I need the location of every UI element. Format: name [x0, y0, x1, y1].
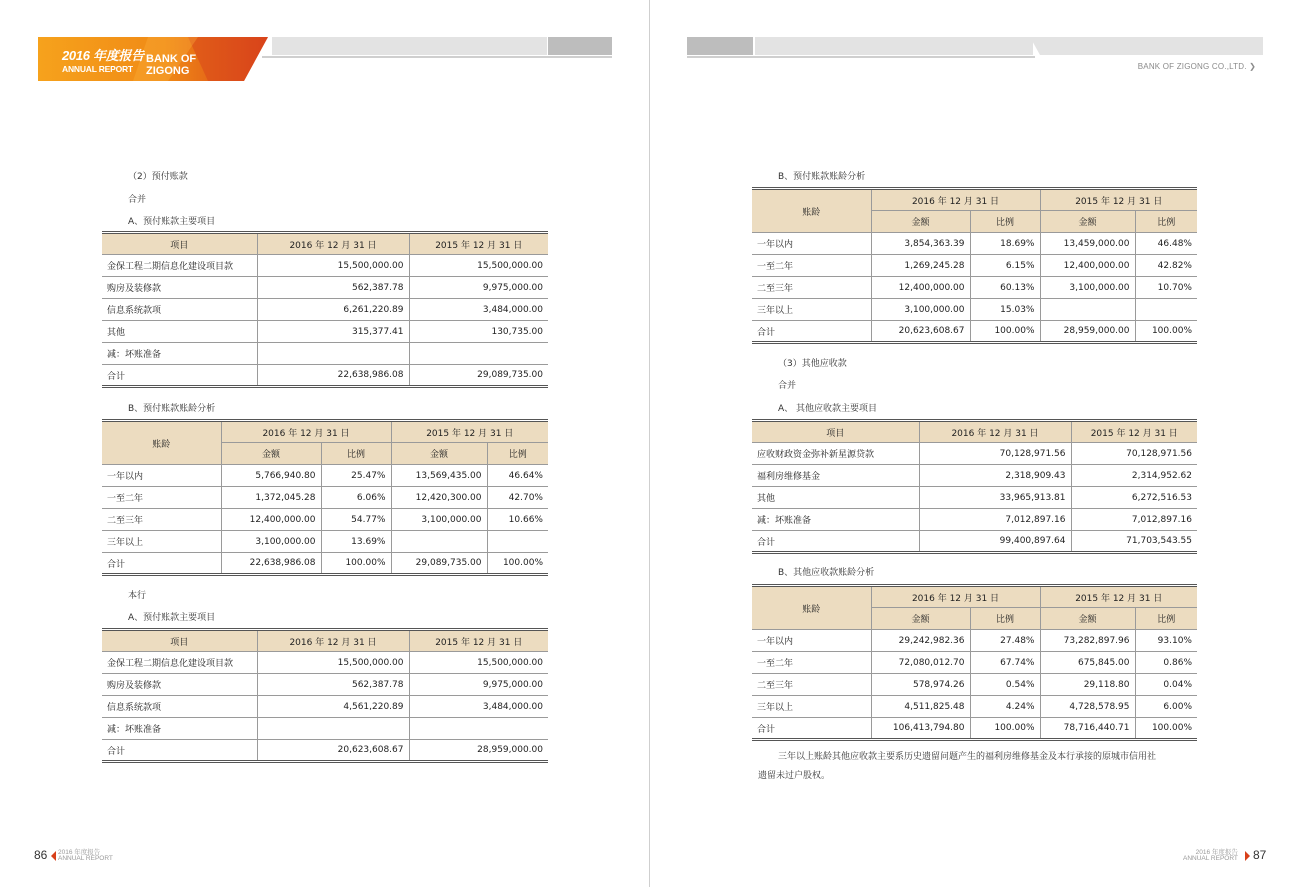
- table-row: [102, 718, 548, 740]
- cell: 一至二年: [752, 255, 871, 277]
- cell: 42.70%: [487, 487, 548, 509]
- footer-annual-report: ANNUAL REPORT: [1183, 855, 1238, 862]
- page-number-right: 87: [1253, 848, 1267, 862]
- cell: 29,089,735.00: [409, 365, 548, 387]
- cell: 合计: [752, 718, 871, 740]
- cell: 信息系统款项: [102, 696, 257, 718]
- table-header-row: [752, 586, 1197, 608]
- header-gray-slant: [1030, 37, 1263, 58]
- cell: 28,959,000.00: [409, 740, 548, 762]
- cell: 一年以内: [752, 233, 871, 255]
- cell: 4,511,825.48: [871, 696, 970, 718]
- brand-bank-of: BANK OF: [146, 53, 197, 65]
- cell: 3,484,000.00: [409, 696, 548, 718]
- note-line-2: 遗留未过户股权。: [758, 771, 831, 781]
- page-marker-icon: [1245, 851, 1250, 861]
- cell: 二至三年: [752, 277, 871, 299]
- cell: 15,500,000.00: [409, 255, 548, 277]
- cell: 130,735.00: [409, 321, 548, 343]
- cell: 578,974.26: [871, 674, 970, 696]
- cell: 28,959,000.00: [1040, 321, 1135, 343]
- col-header-2016: 2016 年 12 月 31 日: [221, 421, 391, 443]
- cell: 4.24%: [970, 696, 1040, 718]
- cell: 25.47%: [321, 465, 391, 487]
- col-header-amount: 金额: [871, 608, 970, 630]
- page-number-left: 86: [34, 848, 48, 862]
- cell: 6.06%: [321, 487, 391, 509]
- col-header-ratio: 比例: [487, 443, 548, 465]
- cell: 100.00%: [487, 553, 548, 575]
- cell: 合计: [102, 740, 257, 762]
- col-header: 2016 年 12 月 31 日: [919, 421, 1071, 443]
- consolidated-label: 合并: [128, 195, 147, 205]
- cell: 1,372,045.28: [221, 487, 321, 509]
- cell: 46.64%: [487, 465, 548, 487]
- table-row: [752, 465, 1197, 487]
- cell: 315,377.41: [257, 321, 409, 343]
- cell: 100.00%: [970, 718, 1040, 740]
- table-row: [752, 674, 1197, 696]
- col-header-amount: 金额: [1040, 608, 1135, 630]
- cell: [487, 531, 548, 553]
- cell: [409, 343, 548, 365]
- cell: 金保工程二期信息化建设项目款: [102, 255, 257, 277]
- cell: 562,387.78: [257, 674, 409, 696]
- cell: 减：坏账准备: [752, 509, 919, 531]
- cell: 99,400,897.64: [919, 531, 1071, 553]
- cell: [409, 718, 548, 740]
- cell: 三年以上: [752, 696, 871, 718]
- bank-only-label: 本行: [128, 591, 147, 601]
- cell: 合计: [752, 531, 919, 553]
- cell: 13,459,000.00: [1040, 233, 1135, 255]
- cell: 3,854,363.39: [871, 233, 970, 255]
- cell: 购房及装修款: [102, 674, 257, 696]
- brand-zigong: ZIGONG: [146, 65, 190, 77]
- cell: 562,387.78: [257, 277, 409, 299]
- cell: [257, 343, 409, 365]
- prepay-aging-table-consolidated: [102, 419, 548, 576]
- col-header-ratio: 比例: [1135, 608, 1197, 630]
- table-row: [102, 487, 548, 509]
- cell: 二至三年: [752, 674, 871, 696]
- header-dark-block: [687, 37, 753, 55]
- section-title-other-receivables: （3）其他应收款: [778, 359, 847, 369]
- table-header-row: [752, 421, 1197, 443]
- cell: 100.00%: [1135, 718, 1197, 740]
- header-right-brand: [1138, 62, 1256, 71]
- cell: 15,500,000.00: [409, 652, 548, 674]
- brand-year: 2016 年度报告: [62, 48, 144, 63]
- cell: 15.03%: [970, 299, 1040, 321]
- table-row: [102, 531, 548, 553]
- table-row: [752, 487, 1197, 509]
- cell: 0.54%: [970, 674, 1040, 696]
- cell: 2,318,909.43: [919, 465, 1071, 487]
- cell: 3,100,000.00: [1040, 277, 1135, 299]
- table-title-prepay-aging: B、预付账款账龄分析: [128, 404, 216, 414]
- cell: 29,118.80: [1040, 674, 1135, 696]
- cell: 一至二年: [102, 487, 221, 509]
- cell: 13,569,435.00: [391, 465, 487, 487]
- table-header-row: [752, 189, 1197, 211]
- table-row: [102, 465, 548, 487]
- cell: 9,975,000.00: [409, 674, 548, 696]
- cell: 54.77%: [321, 509, 391, 531]
- cell: 6,261,220.89: [257, 299, 409, 321]
- footer-annual-report: ANNUAL REPORT: [58, 855, 113, 862]
- cell: 3,484,000.00: [409, 299, 548, 321]
- cell: 13.69%: [321, 531, 391, 553]
- col-header: 2015 年 12 月 31 日: [409, 233, 548, 255]
- consolidated-label: 合并: [778, 381, 797, 391]
- col-header-ratio: 比例: [970, 211, 1040, 233]
- cell: 20,623,608.67: [871, 321, 970, 343]
- col-header-2015: 2015 年 12 月 31 日: [391, 421, 548, 443]
- cell: 46.48%: [1135, 233, 1197, 255]
- cell: 22,638,986.08: [221, 553, 321, 575]
- cell: 其他: [752, 487, 919, 509]
- cell: 6.00%: [1135, 696, 1197, 718]
- cell: 42.82%: [1135, 255, 1197, 277]
- col-header: 2016 年 12 月 31 日: [257, 630, 409, 652]
- table-row: [102, 343, 548, 365]
- col-header-age: 账龄: [752, 586, 871, 630]
- cell: [257, 718, 409, 740]
- cell: 5,766,940.80: [221, 465, 321, 487]
- header-gray-band: [755, 37, 1033, 55]
- cell: 71,703,543.55: [1071, 531, 1197, 553]
- col-header-2016: 2016 年 12 月 31 日: [871, 189, 1040, 211]
- cell: 70,128,971.56: [1071, 443, 1197, 465]
- cell: 1,269,245.28: [871, 255, 970, 277]
- cell: 合计: [102, 553, 221, 575]
- cell: 29,089,735.00: [391, 553, 487, 575]
- cell: 70,128,971.56: [919, 443, 1071, 465]
- table-row-total: [752, 531, 1197, 553]
- table-title-other-recv-aging: B、其他应收款账龄分析: [778, 568, 875, 578]
- cell: 106,413,794.80: [871, 718, 970, 740]
- cell: 3,100,000.00: [221, 531, 321, 553]
- cell: [391, 531, 487, 553]
- cell: 一年以内: [752, 630, 871, 652]
- cell: 10.70%: [1135, 277, 1197, 299]
- col-header: 2015 年 12 月 31 日: [1071, 421, 1197, 443]
- cell: 信息系统款项: [102, 299, 257, 321]
- table-row: [102, 255, 548, 277]
- cell: 减：坏账准备: [102, 718, 257, 740]
- col-header: 项目: [102, 233, 257, 255]
- table-row: [752, 652, 1197, 674]
- col-header-age: 账龄: [752, 189, 871, 233]
- col-header-amount: 金额: [391, 443, 487, 465]
- prepay-items-table-consolidated: [102, 231, 548, 388]
- cell: 100.00%: [970, 321, 1040, 343]
- cell: 12,400,000.00: [871, 277, 970, 299]
- table-row: [102, 696, 548, 718]
- cell: 2,314,952.62: [1071, 465, 1197, 487]
- table-row: [102, 674, 548, 696]
- cell: 6.15%: [970, 255, 1040, 277]
- cell: 合计: [752, 321, 871, 343]
- table-row: [752, 443, 1197, 465]
- table-row: [752, 630, 1197, 652]
- table-title-other-recv-items: A、 其他应收款主要项目: [778, 404, 878, 414]
- cell: 20,623,608.67: [257, 740, 409, 762]
- col-header: 2016 年 12 月 31 日: [257, 233, 409, 255]
- other-recv-aging-table: [752, 584, 1197, 741]
- col-header-2015: 2015 年 12 月 31 日: [1040, 586, 1197, 608]
- cell: 9,975,000.00: [409, 277, 548, 299]
- cell: 73,282,897.96: [1040, 630, 1135, 652]
- footer-year: 2016 年度报告: [1195, 849, 1238, 856]
- cell: 12,400,000.00: [1040, 255, 1135, 277]
- cell: 7,012,897.16: [1071, 509, 1197, 531]
- table-row-total: [102, 553, 548, 575]
- cell: 7,012,897.16: [919, 509, 1071, 531]
- table-row: [102, 321, 548, 343]
- cell: 33,965,913.81: [919, 487, 1071, 509]
- col-header-ratio: 比例: [321, 443, 391, 465]
- table-row: [752, 299, 1197, 321]
- page-marker-icon: [51, 851, 56, 861]
- table-header-row: [102, 233, 548, 255]
- cell: 18.69%: [970, 233, 1040, 255]
- table-row-total: [102, 365, 548, 387]
- cell: 一至二年: [752, 652, 871, 674]
- table-header-row: [102, 421, 548, 443]
- cell: 12,420,300.00: [391, 487, 487, 509]
- cell: 三年以上: [752, 299, 871, 321]
- cell: 0.86%: [1135, 652, 1197, 674]
- cell: 67.74%: [970, 652, 1040, 674]
- cell: 福利房维修基金: [752, 465, 919, 487]
- table-row-total: [752, 321, 1197, 343]
- header-rule: [262, 56, 612, 58]
- footer-brand-right: [1183, 850, 1238, 862]
- cell: 0.04%: [1135, 674, 1197, 696]
- cell: 二至三年: [102, 509, 221, 531]
- cell: 675,845.00: [1040, 652, 1135, 674]
- cell: 购房及装修款: [102, 277, 257, 299]
- cell: 3,100,000.00: [391, 509, 487, 531]
- cell: 12,400,000.00: [221, 509, 321, 531]
- col-header: 2015 年 12 月 31 日: [409, 630, 548, 652]
- cell: 72,080,012.70: [871, 652, 970, 674]
- table-title-prepay-items: A、预付账款主要项目: [128, 217, 216, 227]
- prepay-aging-table-bank: [752, 187, 1197, 344]
- col-header-2016: 2016 年 12 月 31 日: [871, 586, 1040, 608]
- header-rule: [687, 56, 1035, 58]
- table-header-row: [102, 630, 548, 652]
- table-row: [102, 652, 548, 674]
- table-row: [102, 299, 548, 321]
- cell: 15,500,000.00: [257, 255, 409, 277]
- table-row: [102, 277, 548, 299]
- cell: 4,561,220.89: [257, 696, 409, 718]
- chevron-right-icon: ❯: [1249, 62, 1256, 71]
- table-title-prepay-aging-bank: B、预付账款账龄分析: [778, 172, 866, 182]
- cell: 6,272,516.53: [1071, 487, 1197, 509]
- col-header-ratio: 比例: [1135, 211, 1197, 233]
- table-row: [752, 233, 1197, 255]
- col-header: 项目: [752, 421, 919, 443]
- footer-year: 2016 年度报告: [58, 849, 101, 856]
- table-row: [102, 509, 548, 531]
- note-line-1: 三年以上账龄其他应收款主要系历史遗留问题产生的福利房维修基金及本行承接的原城市信用社: [778, 752, 1157, 762]
- other-recv-items-table: [752, 419, 1197, 554]
- col-header-amount: 金额: [1040, 211, 1135, 233]
- table-row: [752, 255, 1197, 277]
- prepay-items-table-bank: [102, 628, 548, 763]
- header-brand-text: BANK OF ZIGONG CO.,LTD.: [1137, 62, 1247, 71]
- brand-annual-report: ANNUAL REPORT: [62, 64, 133, 74]
- cell: 3,100,000.00: [871, 299, 970, 321]
- cell: 27.48%: [970, 630, 1040, 652]
- cell: 100.00%: [321, 553, 391, 575]
- header-dark-block: [548, 37, 612, 55]
- col-header-age: 账龄: [102, 421, 221, 465]
- col-header: 项目: [102, 630, 257, 652]
- cell: 合计: [102, 365, 257, 387]
- cell: 15,500,000.00: [257, 652, 409, 674]
- footer-brand-left: [58, 850, 113, 862]
- cell: 三年以上: [102, 531, 221, 553]
- cell: 应收财政资金弥补新星源贷款: [752, 443, 919, 465]
- cell: [1040, 299, 1135, 321]
- cell: 29,242,982.36: [871, 630, 970, 652]
- cell: 金保工程二期信息化建设项目款: [102, 652, 257, 674]
- table-row: [752, 696, 1197, 718]
- table-row-total: [102, 740, 548, 762]
- cell: 22,638,986.08: [257, 365, 409, 387]
- cell: 100.00%: [1135, 321, 1197, 343]
- right-page: [650, 0, 1300, 887]
- cell: 60.13%: [970, 277, 1040, 299]
- cell: 减：坏账准备: [102, 343, 257, 365]
- header-gray-band: [272, 37, 547, 55]
- cell: 一年以内: [102, 465, 221, 487]
- section-title-prepayments: （2）预付账款: [128, 172, 188, 182]
- table-row-total: [752, 718, 1197, 740]
- table-row: [752, 509, 1197, 531]
- cell: 10.66%: [487, 509, 548, 531]
- cell: 4,728,578.95: [1040, 696, 1135, 718]
- col-header-amount: 金额: [221, 443, 321, 465]
- table-row: [752, 277, 1197, 299]
- cell: 78,716,440.71: [1040, 718, 1135, 740]
- cell: [1135, 299, 1197, 321]
- table-title-prepay-items-bank: A、预付账款主要项目: [128, 613, 216, 623]
- col-header-ratio: 比例: [970, 608, 1040, 630]
- cell: 其他: [102, 321, 257, 343]
- col-header-2015: 2015 年 12 月 31 日: [1040, 189, 1197, 211]
- col-header-amount: 金额: [871, 211, 970, 233]
- cell: 93.10%: [1135, 630, 1197, 652]
